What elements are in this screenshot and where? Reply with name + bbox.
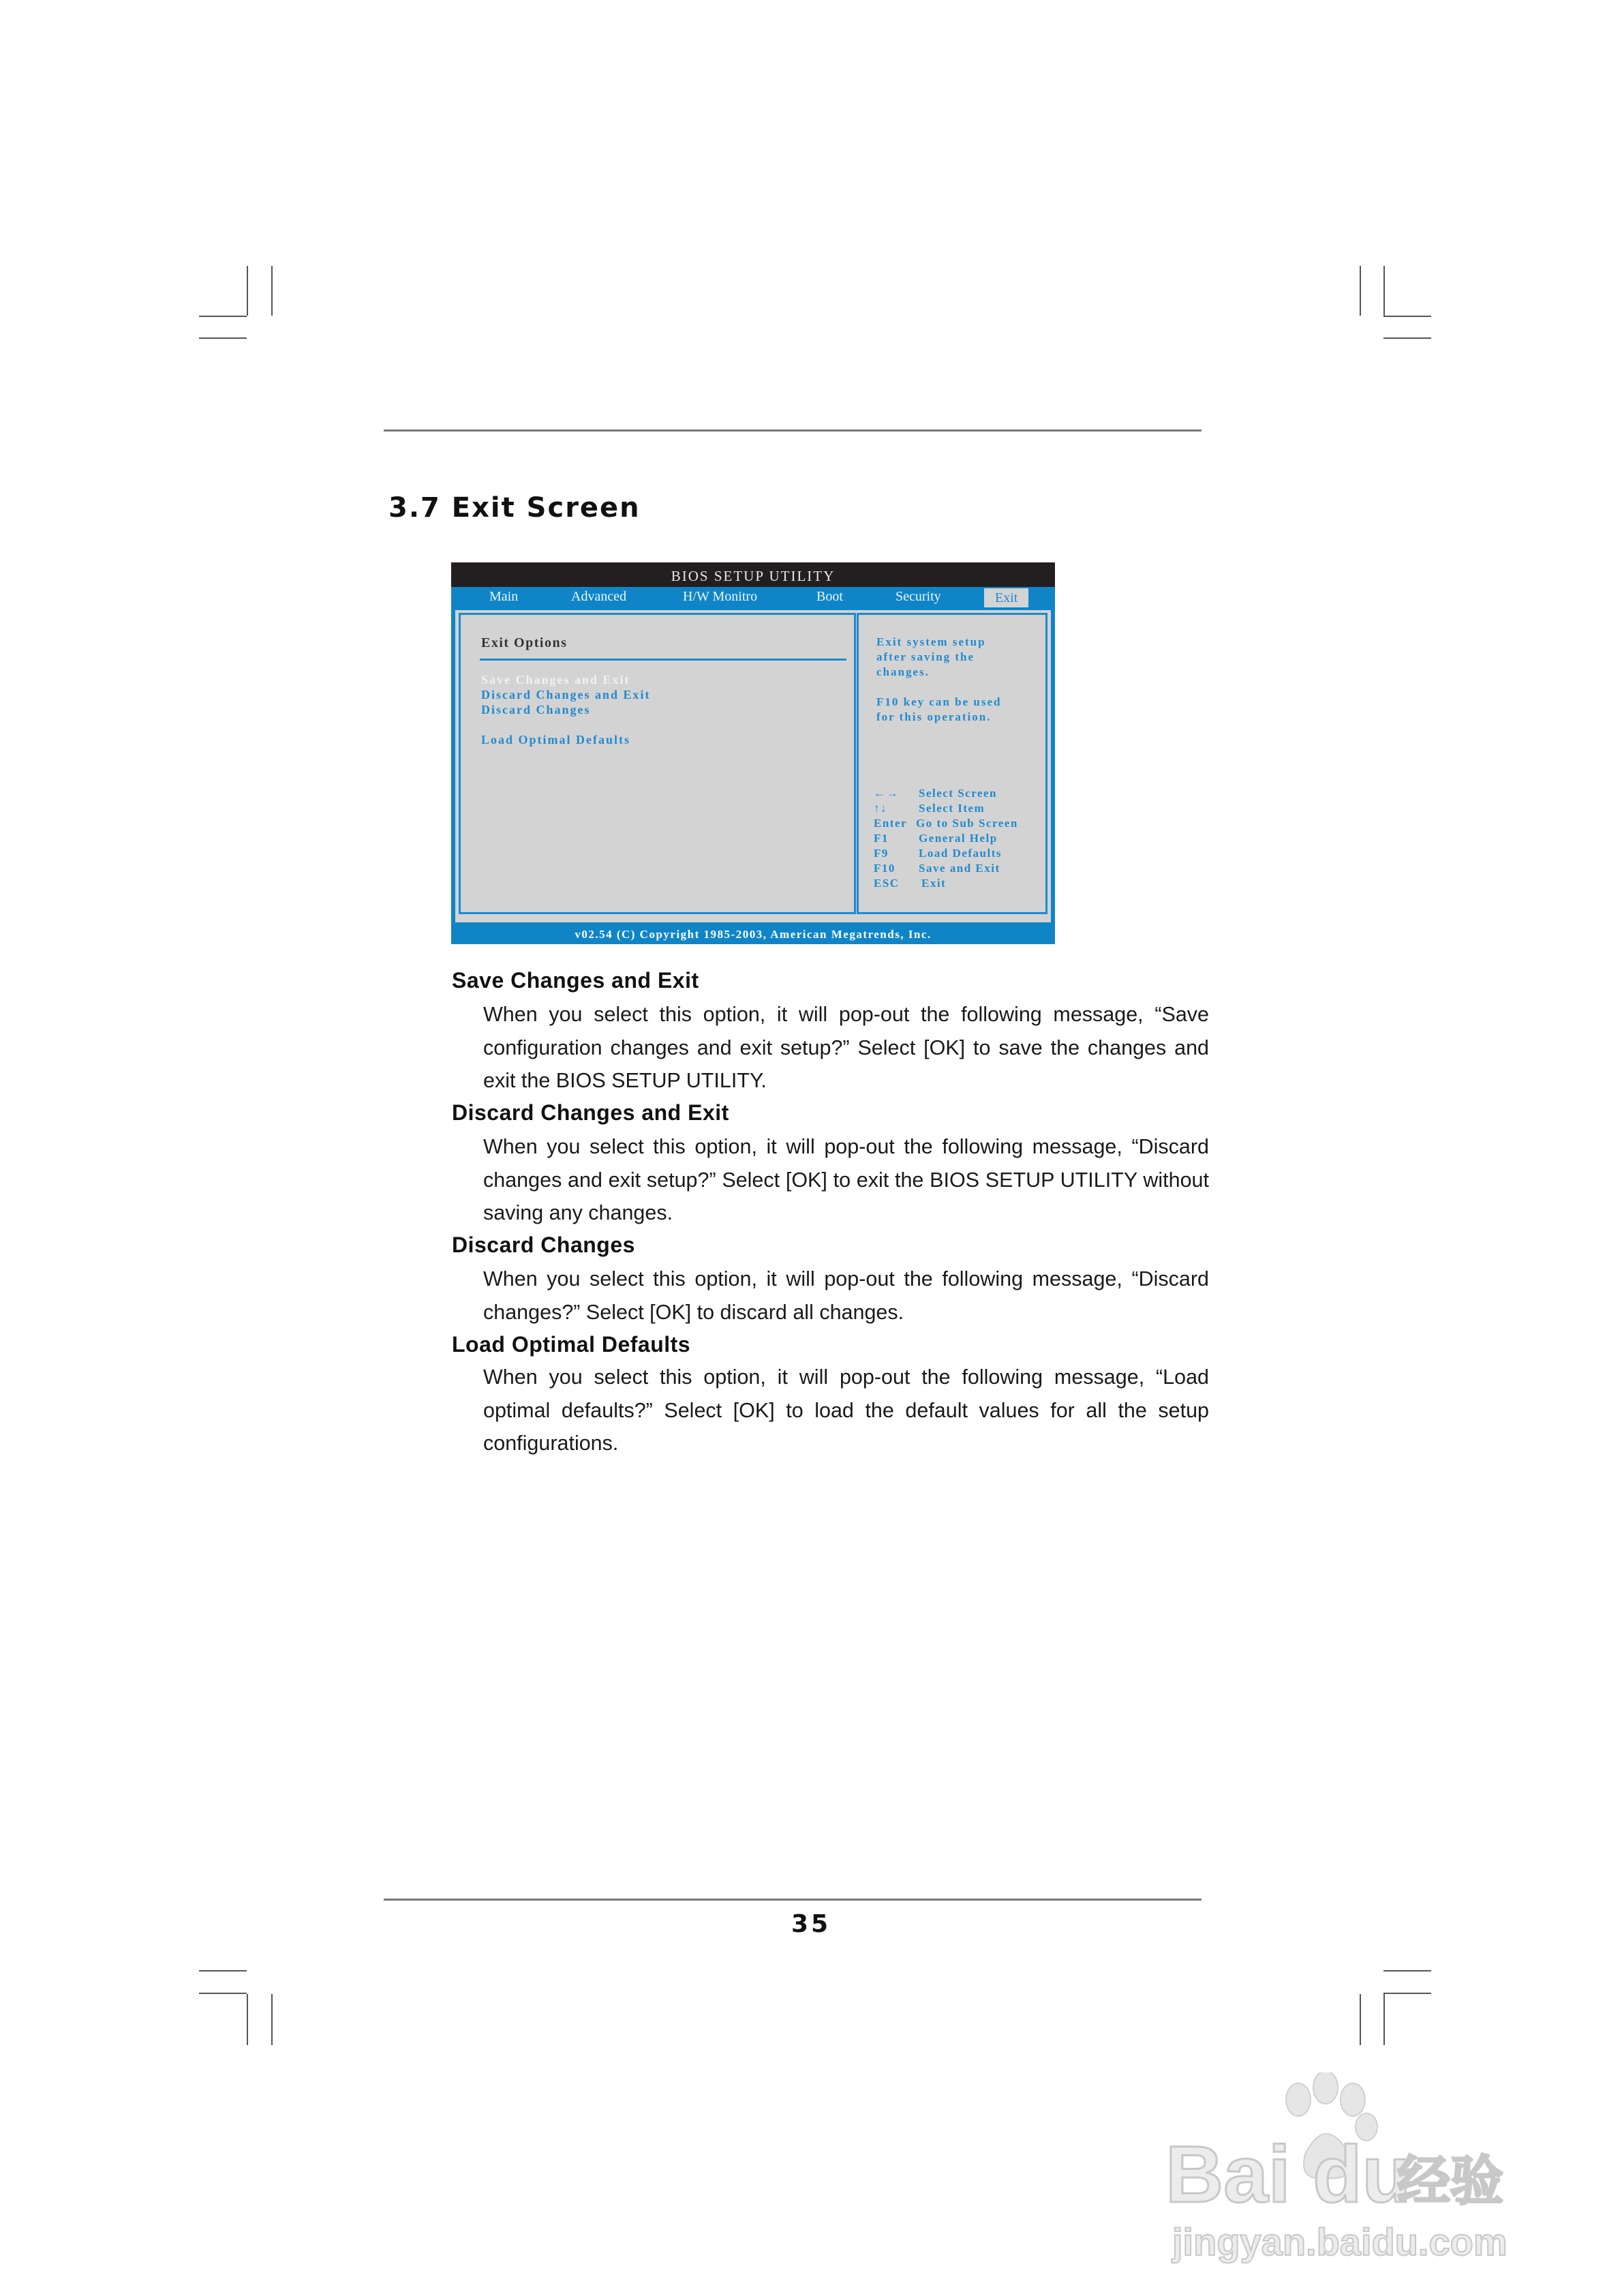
options-divider xyxy=(480,659,846,661)
key-f9: F9 xyxy=(874,847,889,860)
key-esc: ESC xyxy=(874,877,900,890)
tab-boot[interactable]: Boot xyxy=(816,589,843,604)
desc-discard-changes-and-exit: When you select this option, it will pop-out the following message, “Discard changes and exit setup?” Select [OK] to exit the BIOS SETUP UTILITY without saving any changes. xyxy=(483,1135,1209,1224)
desc-save-changes-and-exit: When you select this option, it will pop-out the following message, “Save configuration changes and exit setup?” Select [OK] to save the changes and exit the BIOS SETUP UTILITY. xyxy=(483,1003,1209,1092)
help-line: after saving the xyxy=(876,650,975,663)
baidu-watermark xyxy=(1159,2072,1540,2270)
section-title: 3.7 Exit Screen xyxy=(388,492,641,524)
heading-save-changes-and-exit: Save Changes and Exit xyxy=(452,968,699,993)
bios-body xyxy=(455,610,1051,922)
tab-hw-monitor[interactable]: H/W Monitro xyxy=(683,589,758,604)
tab-exit[interactable]: Exit xyxy=(984,588,1028,607)
option-save-changes-and-exit[interactable]: Save Changes and Exit xyxy=(481,673,630,686)
heading-discard-changes: Discard Changes xyxy=(452,1233,635,1257)
options-panel xyxy=(459,613,856,914)
key-desc: General Help xyxy=(919,832,998,845)
key-desc: Load Defaults xyxy=(919,847,1002,860)
key-enter: Enter xyxy=(874,817,908,830)
desc-load-optimal-defaults: When you select this option, it will pop-out the following message, “Load optimal defaults?” Select [OK] to load the default values for all the setup configurations. xyxy=(483,1365,1209,1455)
bios-footer: v02.54 (C) Copyright 1985-2003, American Megatrends, Inc. xyxy=(575,928,932,941)
key-f1: F1 xyxy=(874,832,889,845)
option-discard-changes[interactable]: Discard Changes xyxy=(481,703,591,716)
help-panel xyxy=(857,613,1047,914)
key-arrows-ud: ↑↓ xyxy=(874,802,887,815)
key-desc: Select Screen xyxy=(919,787,998,800)
bios-screen xyxy=(451,562,1055,944)
footer-rule xyxy=(384,1899,1202,1901)
help-line: for this operation. xyxy=(876,710,992,723)
help-line: Exit system setup xyxy=(876,635,986,648)
bios-title-bar: BIOS SETUP UTILITY xyxy=(451,562,1055,587)
key-desc: Save and Exit xyxy=(919,862,1000,875)
key-arrows-lr: ←→ xyxy=(874,787,899,800)
watermark-url: jingyan.baidu.com xyxy=(1172,2220,1508,2263)
page-number: 35 xyxy=(791,1910,831,1938)
key-desc: Exit xyxy=(921,877,947,890)
watermark-brand: Bai du xyxy=(1165,2130,1411,2220)
tab-security[interactable]: Security xyxy=(896,589,941,604)
heading-discard-changes-and-exit: Discard Changes and Exit xyxy=(452,1100,729,1125)
watermark-service: 经验 xyxy=(1397,2151,1504,2212)
option-discard-changes-and-exit[interactable]: Discard Changes and Exit xyxy=(481,688,651,701)
option-load-optimal-defaults[interactable]: Load Optimal Defaults xyxy=(481,733,631,746)
help-line: F10 key can be used xyxy=(876,695,1002,708)
tab-advanced[interactable]: Advanced xyxy=(571,589,627,604)
options-heading: Exit Options xyxy=(481,635,568,650)
help-line: changes. xyxy=(876,665,930,678)
header-rule xyxy=(384,429,1202,432)
bios-tab-bar xyxy=(451,587,1055,606)
key-desc: Go to Sub Screen xyxy=(916,817,1018,830)
tab-main[interactable]: Main xyxy=(489,589,519,604)
key-f10: F10 xyxy=(874,862,896,875)
desc-discard-changes: When you select this option, it will pop-out the following message, “Discard changes?” Select [OK] to discard all changes. xyxy=(483,1267,1209,1324)
heading-load-optimal-defaults: Load Optimal Defaults xyxy=(452,1332,691,1357)
key-desc: Select Item xyxy=(919,802,985,815)
